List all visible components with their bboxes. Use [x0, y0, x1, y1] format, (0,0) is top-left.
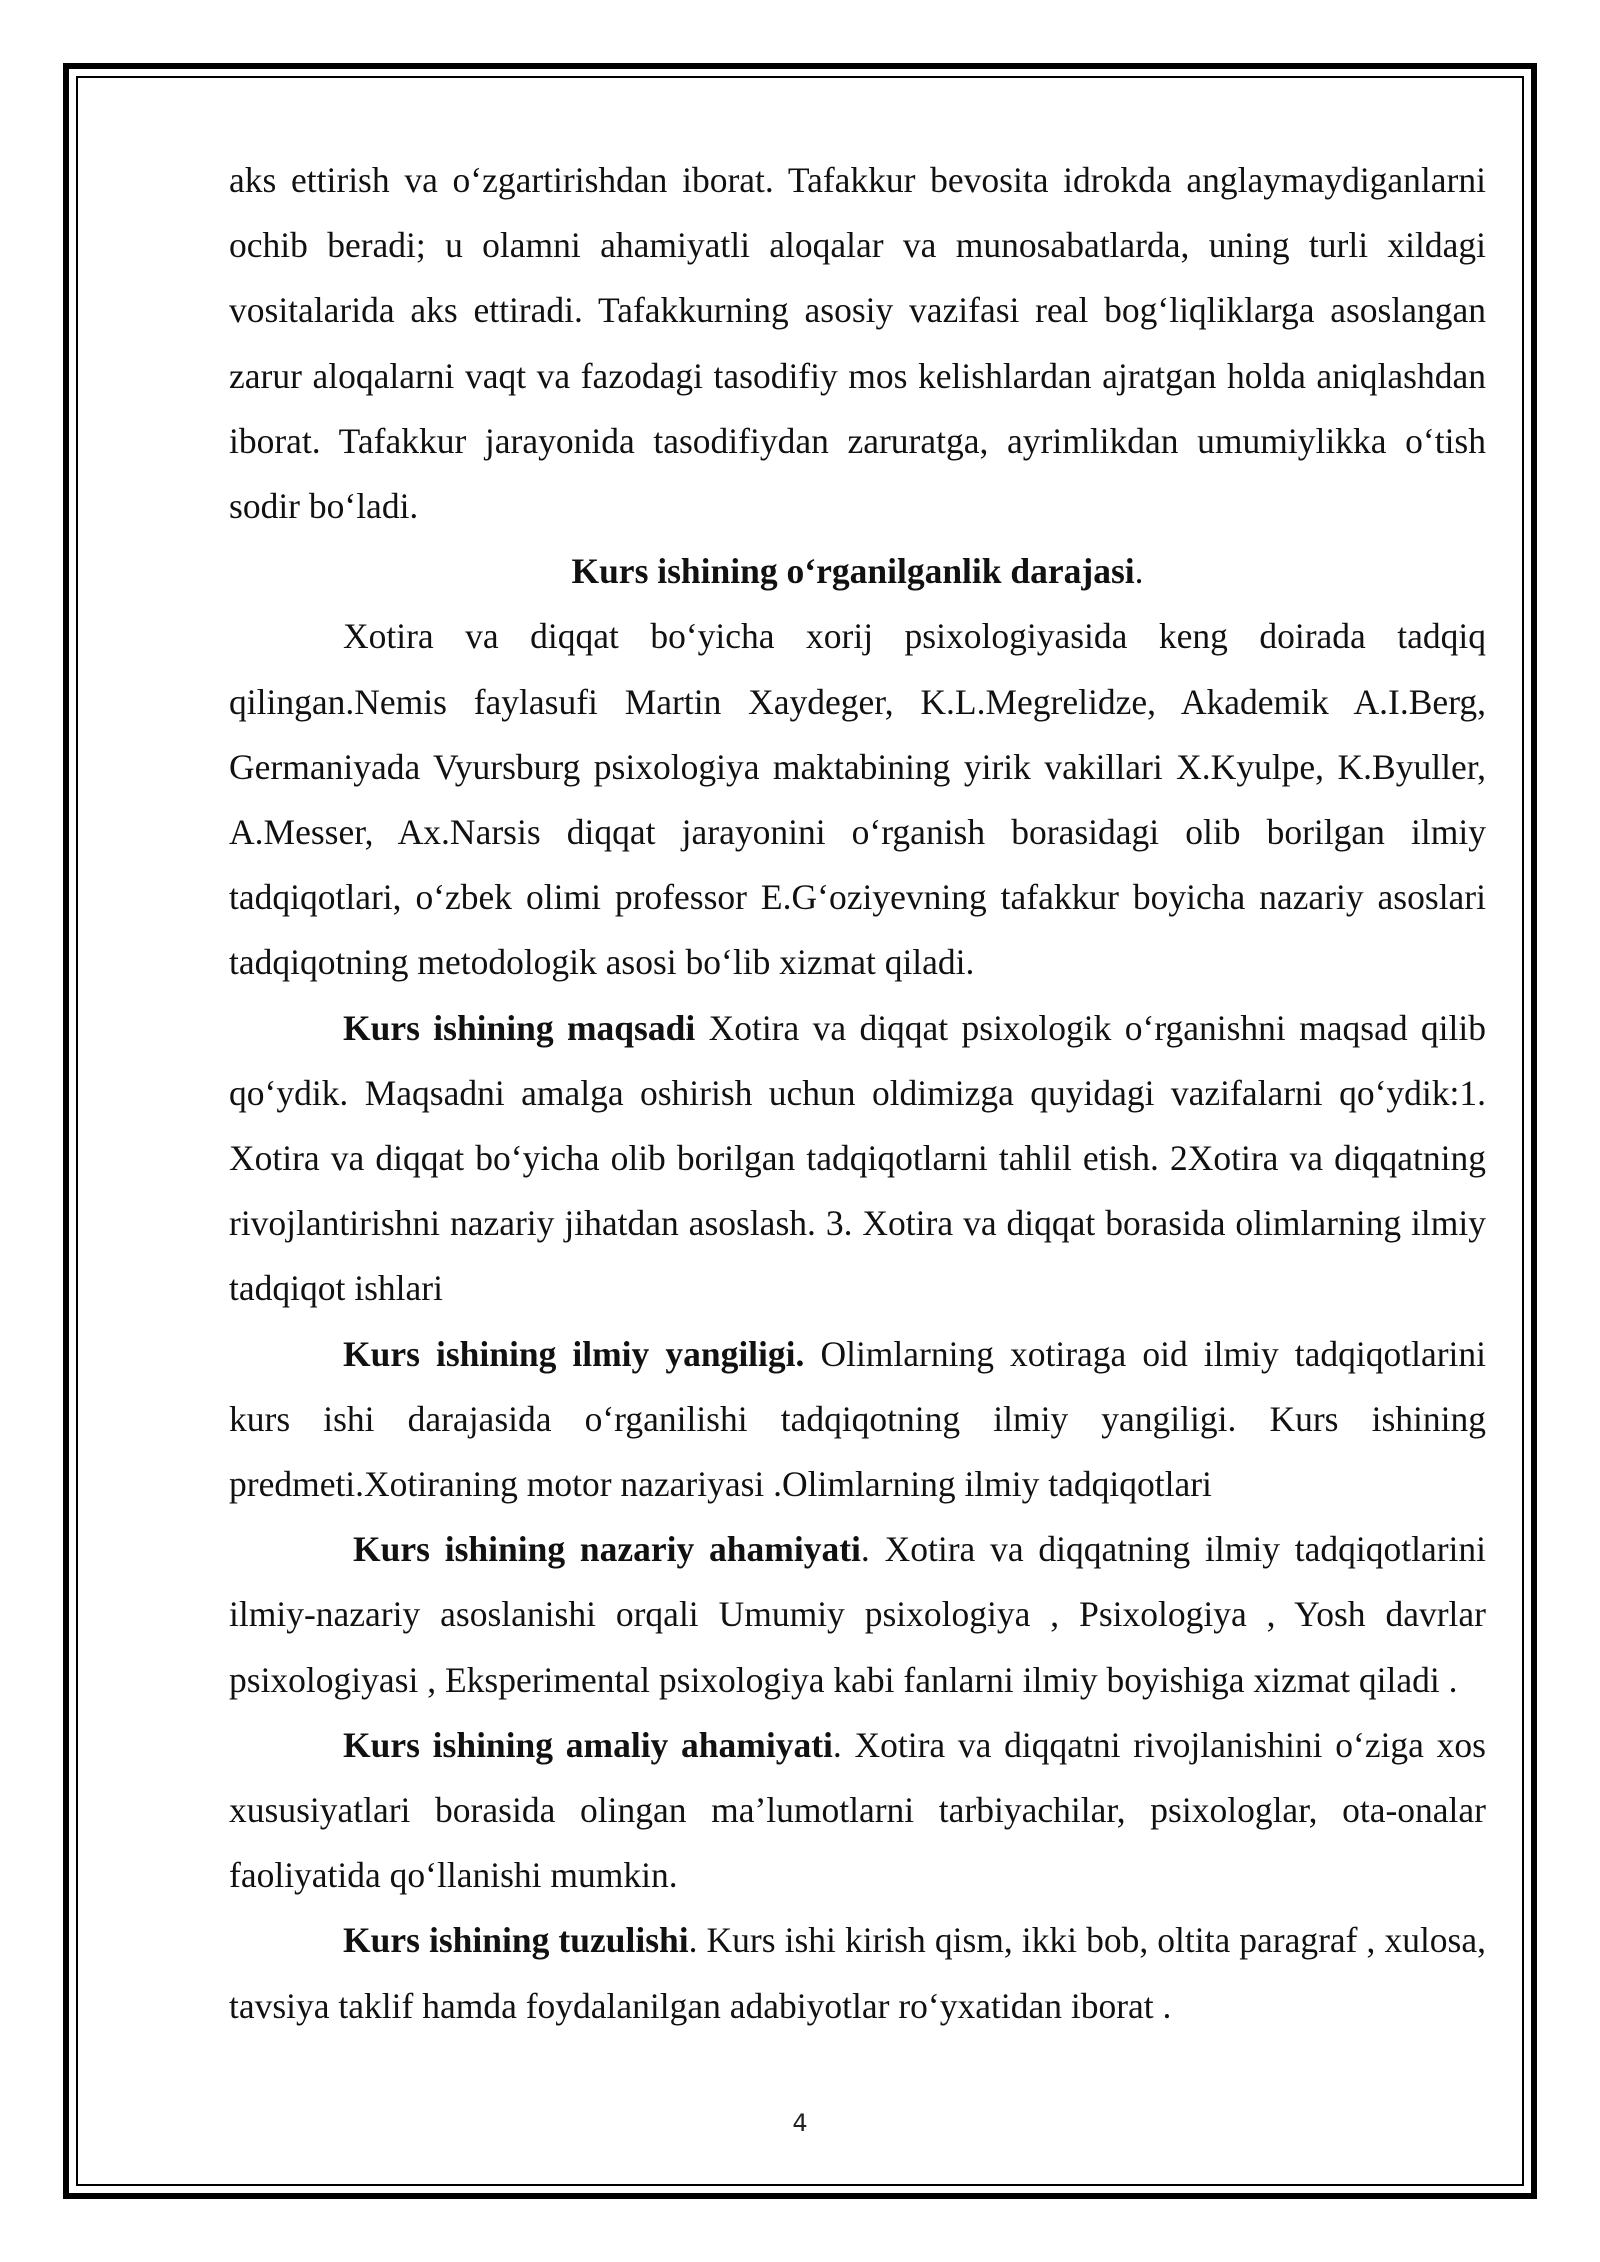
- nazariy-label: Kurs ishining nazariy ahamiyati: [353, 1529, 861, 1570]
- tuzulish-text: . Kurs ishi kirish qism, ikki bob, oltita paragraf , xulosa, tavsiya taklif hamda foydalanilgan adabiyotlar ro‘yxatidan iborat .: [229, 1920, 1487, 2026]
- heading-organilganlik-text: Kurs ishining o‘rganilganlik darajasi: [571, 551, 1135, 592]
- paragraph-amaliy: [229, 1713, 1486, 1909]
- nazariy-text: . Xotira va diqqatning ilmiy tadqiqotlarini ilmiy-nazariy asoslanishi orqali Umumiy psixologiya , Psixologiya , Yosh davrlar psixologiyasi , Eksperimental psixologiya kabi fanlarni ilmiy boyishiga xizmat qiladi .: [229, 1529, 1487, 1700]
- maqsad-label: Kurs ishining maqsadi: [343, 1007, 696, 1048]
- paragraph-tafakkur: [229, 148, 1486, 539]
- tuzulish-label: Kurs ishining tuzulishi: [343, 1920, 689, 1961]
- page-number: 4: [792, 2109, 808, 2137]
- document-body: [229, 148, 1486, 2039]
- yangilik-text: Olimlarning xotiraga oid ilmiy tadqiqotlarini kurs ishi darajasida o‘rganilishi tadqiqotning ilmiy yangiligi. Kurs ishining predmeti.Xotiraning motor nazariyasi .Olimlarning ilmiy tadqiqotlari: [229, 1333, 1487, 1505]
- paragraph-yangilik: [229, 1322, 1486, 1518]
- maqsad-text: Xotira va diqqat psixologik o‘rganishni maqsad qilib qo‘ydik. Maqsadni amalga oshirish uchun oldimizga quyidagi vazifalarni qo‘ydik:1. Xotira va diqqat bo‘yicha olib borilgan tadqiqotlarni tahlil etish. 2Xotira va diqqatning rivojlantirishni nazariy jihatdan asoslash. 3. Xotira va diqqat borasida olimlarning ilmiy tadqiqot ishlari: [229, 1007, 1486, 1309]
- section-heading-organilganlik: [229, 539, 1486, 604]
- paragraph-maqsad: [229, 996, 1486, 1322]
- yangilik-label: Kurs ishining ilmiy yangiligi.: [343, 1333, 805, 1374]
- heading-organilganlik-period: .: [1134, 551, 1144, 592]
- paragraph-organilganlik-text: Xotira va diqqat bo‘yicha xorij psixologiyasida keng doirada tadqiq qilingan.Nemis faylasufi Martin Xaydeger, K.L.Megrelidze, Akademik A.I.Berg, Germaniyada Vyursburg psixologiya maktabining yirik vakillari X.Kyulpe, K.Byuller, A.Messer, Ax.Narsis diqqat jarayonini o‘rganish borasidagi olib borilgan ilmiy tadqiqotlari, o‘zbek olimi professor E.G‘oziyevning tafakkur boyicha nazariy asoslari tadqiqotning metodologik asosi bo‘lib xizmat qiladi.: [229, 616, 1486, 983]
- paragraph-nazariy: [229, 1517, 1486, 1713]
- paragraph-organilganlik: [229, 604, 1486, 995]
- amaliy-label: Kurs ishining amaliy ahamiyati: [343, 1724, 833, 1765]
- paragraph-tafakkur-text: aks ettirish va o‘zgartirishdan iborat. Tafakkur bevosita idrokda anglaymaydiganlarni ochib beradi; u olamni ahamiyatli aloqalar va munosabatlarda, uning turli xildagi vositalarida aks ettiradi. Tafakkurning asosiy vazifasi real bog‘liqliklarga asoslangan zarur aloqalarni vaqt va fazodagi tasodifiy mos kelishlardan ajratgan holda aniqlashdan iborat. Tafakkur jarayonida tasodifiydan zaruratga, ayrimlikdan umumiylikka o‘tish sodir bo‘ladi.: [229, 160, 1486, 527]
- paragraph-tuzulish: [229, 1908, 1486, 2038]
- amaliy-text: . Xotira va diqqatni rivojlanishini o‘ziga xos xususiyatlari borasida olingan ma’lumotlarni tarbiyachilar, psixologlar, ota-onalar faoliyatida qo‘llanishi mumkin.: [229, 1724, 1486, 1896]
